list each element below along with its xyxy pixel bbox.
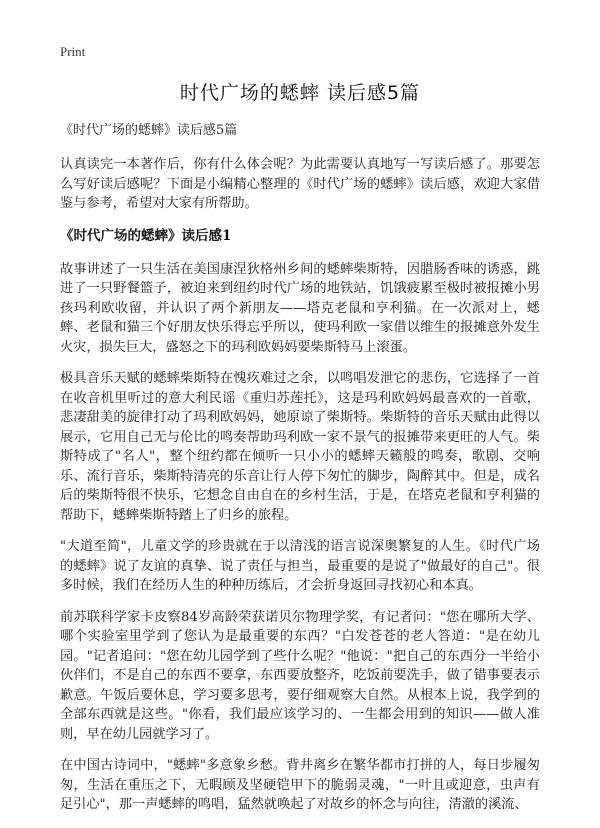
print-label[interactable]: Print: [60, 44, 86, 59]
document-title: 时代广场的蟋蟀 读后感5篇: [179, 82, 421, 104]
intro-paragraph: 认真读完一本著作后，你有什么体会呢？为此需要认真地写一写读后感了。那要怎么写好读后感呢？下面是小编精心整理的《时代广场的蟋蟀》读后感，欢迎大家借鉴与参考，希望对大家有所帮助。: [60, 157, 540, 211]
document-subtitle: 《时代广场的蟋蟀》读后感5篇: [60, 123, 238, 138]
section-heading-1: 《时代广场的蟋蟀》读后感1: [60, 227, 232, 244]
body-paragraph-5: 在中国古诗词中，"蟋蟀"多意象乡愁。背井离乡在繁华都市打拼的人，每日步履匆匆，生活在重压之下，无暇顾及坚硬铠甲下的脆弱灵魂，"一叶且或迎意，虫声有足引心"，那一声蟋蟀的鸣唱，猛然就唤起了对故乡的怀念与向往，清澈的溪流、: [60, 758, 540, 812]
body-paragraph-1: 故事讲述了一只生活在美国康涅狄格州乡间的蟋蟀柴斯特，因腊肠香味的诱惑，跳进了一只野餐篮子，被迫来到纽约时代广场的地铁站，饥饿疲累至极时被报摊小男孩玛利欧收留，并认识了两个新朋友——塔克老鼠和亨利猫。在一次派对上，蟋蟀、老鼠和猫三个好朋友快乐得忘乎所以，使玛利欧一家借以维生的报摊意外发生火灾，损失巨大，盛怒之下的玛利欧妈妈要柴斯特马上滚蛋。: [60, 261, 540, 355]
body-paragraph-3: "大道至简"，儿童文学的珍贵就在于以清浅的语言说深奥繁复的人生。《时代广场的蟋蟀》说了友谊的真挚、说了责任与担当，最重要的是说了"做最好的自己"。很多时候，我们在经历人生的种种历练后，才会折身返回寻找初心和本真。: [60, 539, 540, 593]
body-paragraph-2: 极具音乐天赋的蟋蟀柴斯特在愧疚难过之余，以鸣唱发泄它的悲伤，它选择了一首在收音机里听过的意大利民谣《重归苏莲托》，这是玛利欧妈妈最喜欢的一首歌，悲凄甜美的旋律打动了玛利欧妈妈，她原谅了柴斯特。柴斯特的音乐天赋由此得以展示，它用自己无与伦比的鸣奏帮助玛利欧一家不景气的报摊带来更旺的人气。柴斯特成了"名人"，整个纽约都在倾听一只小小的蟋蟀天籁般的鸣奏，歌剧、交响乐、流行音乐，柴斯特清亮的乐音让行人停下匆忙的脚步，陶醉其中。但是，成名后的柴斯特很不快乐，它想念自由自在的乡村生活，于是，在塔克老鼠和亨利猫的帮助下，蟋蟀柴斯特踏上了归乡的旅程。: [60, 371, 540, 523]
body-paragraph-4: 前苏联科学家卡皮察84岁高龄荣获诺贝尔物理学奖，有记者问："您在哪所大学、哪个实验室里学到了您认为是最重要的东西？"白发苍苍的老人答道："是在幼儿园。"记者追问："您在幼儿园学到了些什么呢？"他说："把自己的东西分一半给小伙伴们，不是自己的东西不要拿，东西要放整齐，吃饭前要洗手，做了错事要表示歉意。午饭后要休息，学习要多思考，要仔细观察大自然。从根本上说，我学到的全部东西就是这些。"你看，我们最应该学习的、一生都会用到的知识——做人准则，早在幼儿园就学习了。: [60, 609, 540, 742]
